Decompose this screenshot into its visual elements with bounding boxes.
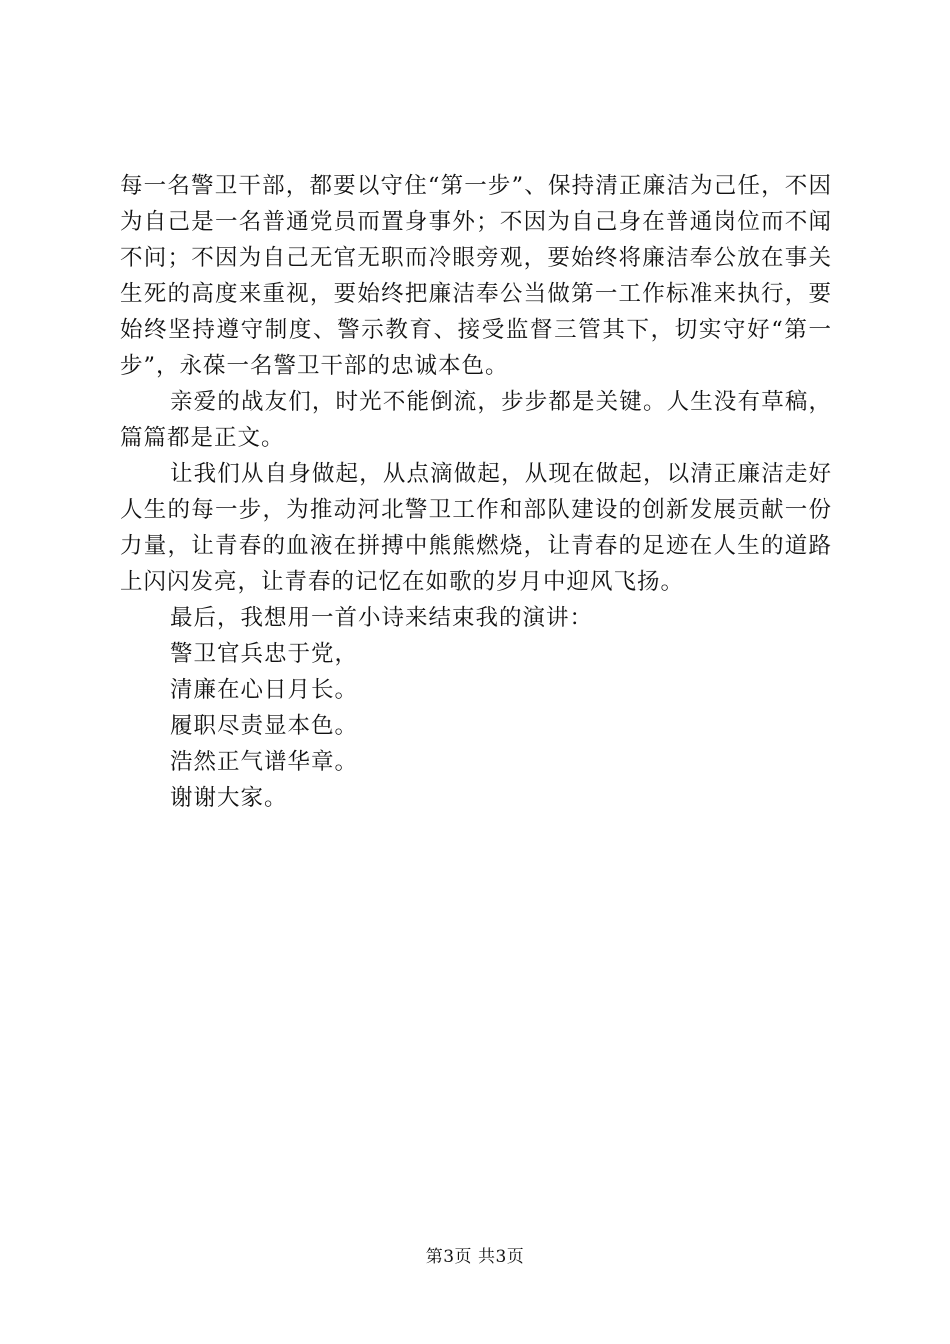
paragraph-poem-intro: 最后，我想用一首小诗来结束我的演讲： xyxy=(170,605,594,631)
poem-line-1: 警卫官兵忠于党， xyxy=(170,641,359,667)
page-number-footer: 第3页 共3页 xyxy=(425,1247,525,1267)
paragraph-call-to-action: 让我们从自身做起，从点滴做起，从现在做起，以清正廉洁走好人生的每一步，为推动河北警卫工作和部队建设的创新发展贡献一份力量，让青春的血液在拼搏中熊熊燃烧，让青春的足迹在人生的道路上闪闪发亮，让青春的记忆在如歌的岁月中迎风飞扬。 xyxy=(120,461,832,595)
poem-line-4: 浩然正气谱华章。 xyxy=(170,749,359,775)
paragraph-comrades: 亲爱的战友们，时光不能倒流，步步都是关键。人生没有草稿，篇篇都是正文。 xyxy=(120,389,832,451)
poem-line-3: 履职尽责显本色。 xyxy=(170,713,359,739)
paragraph-continuation: 每一名警卫干部，都要以守住“第一步”、保持清正廉洁为己任，不因为自己是一名普通党员而置身事外；不因为自己身在普通岗位而不闻不问；不因为自己无官无职而冷眼旁观，要始终将廉洁奉公放在事关生死的高度来重视，要始终把廉洁奉公当做第一工作标准来执行，要始终坚持遵守制度、警示教育、接受监督三管其下，切实守好“第一步”，永葆一名警卫干部的忠诚本色。 xyxy=(120,173,832,379)
document-body xyxy=(120,168,832,816)
poem-line-2: 清廉在心日月长。 xyxy=(170,677,359,703)
closing-thanks: 谢谢大家。 xyxy=(170,785,288,811)
